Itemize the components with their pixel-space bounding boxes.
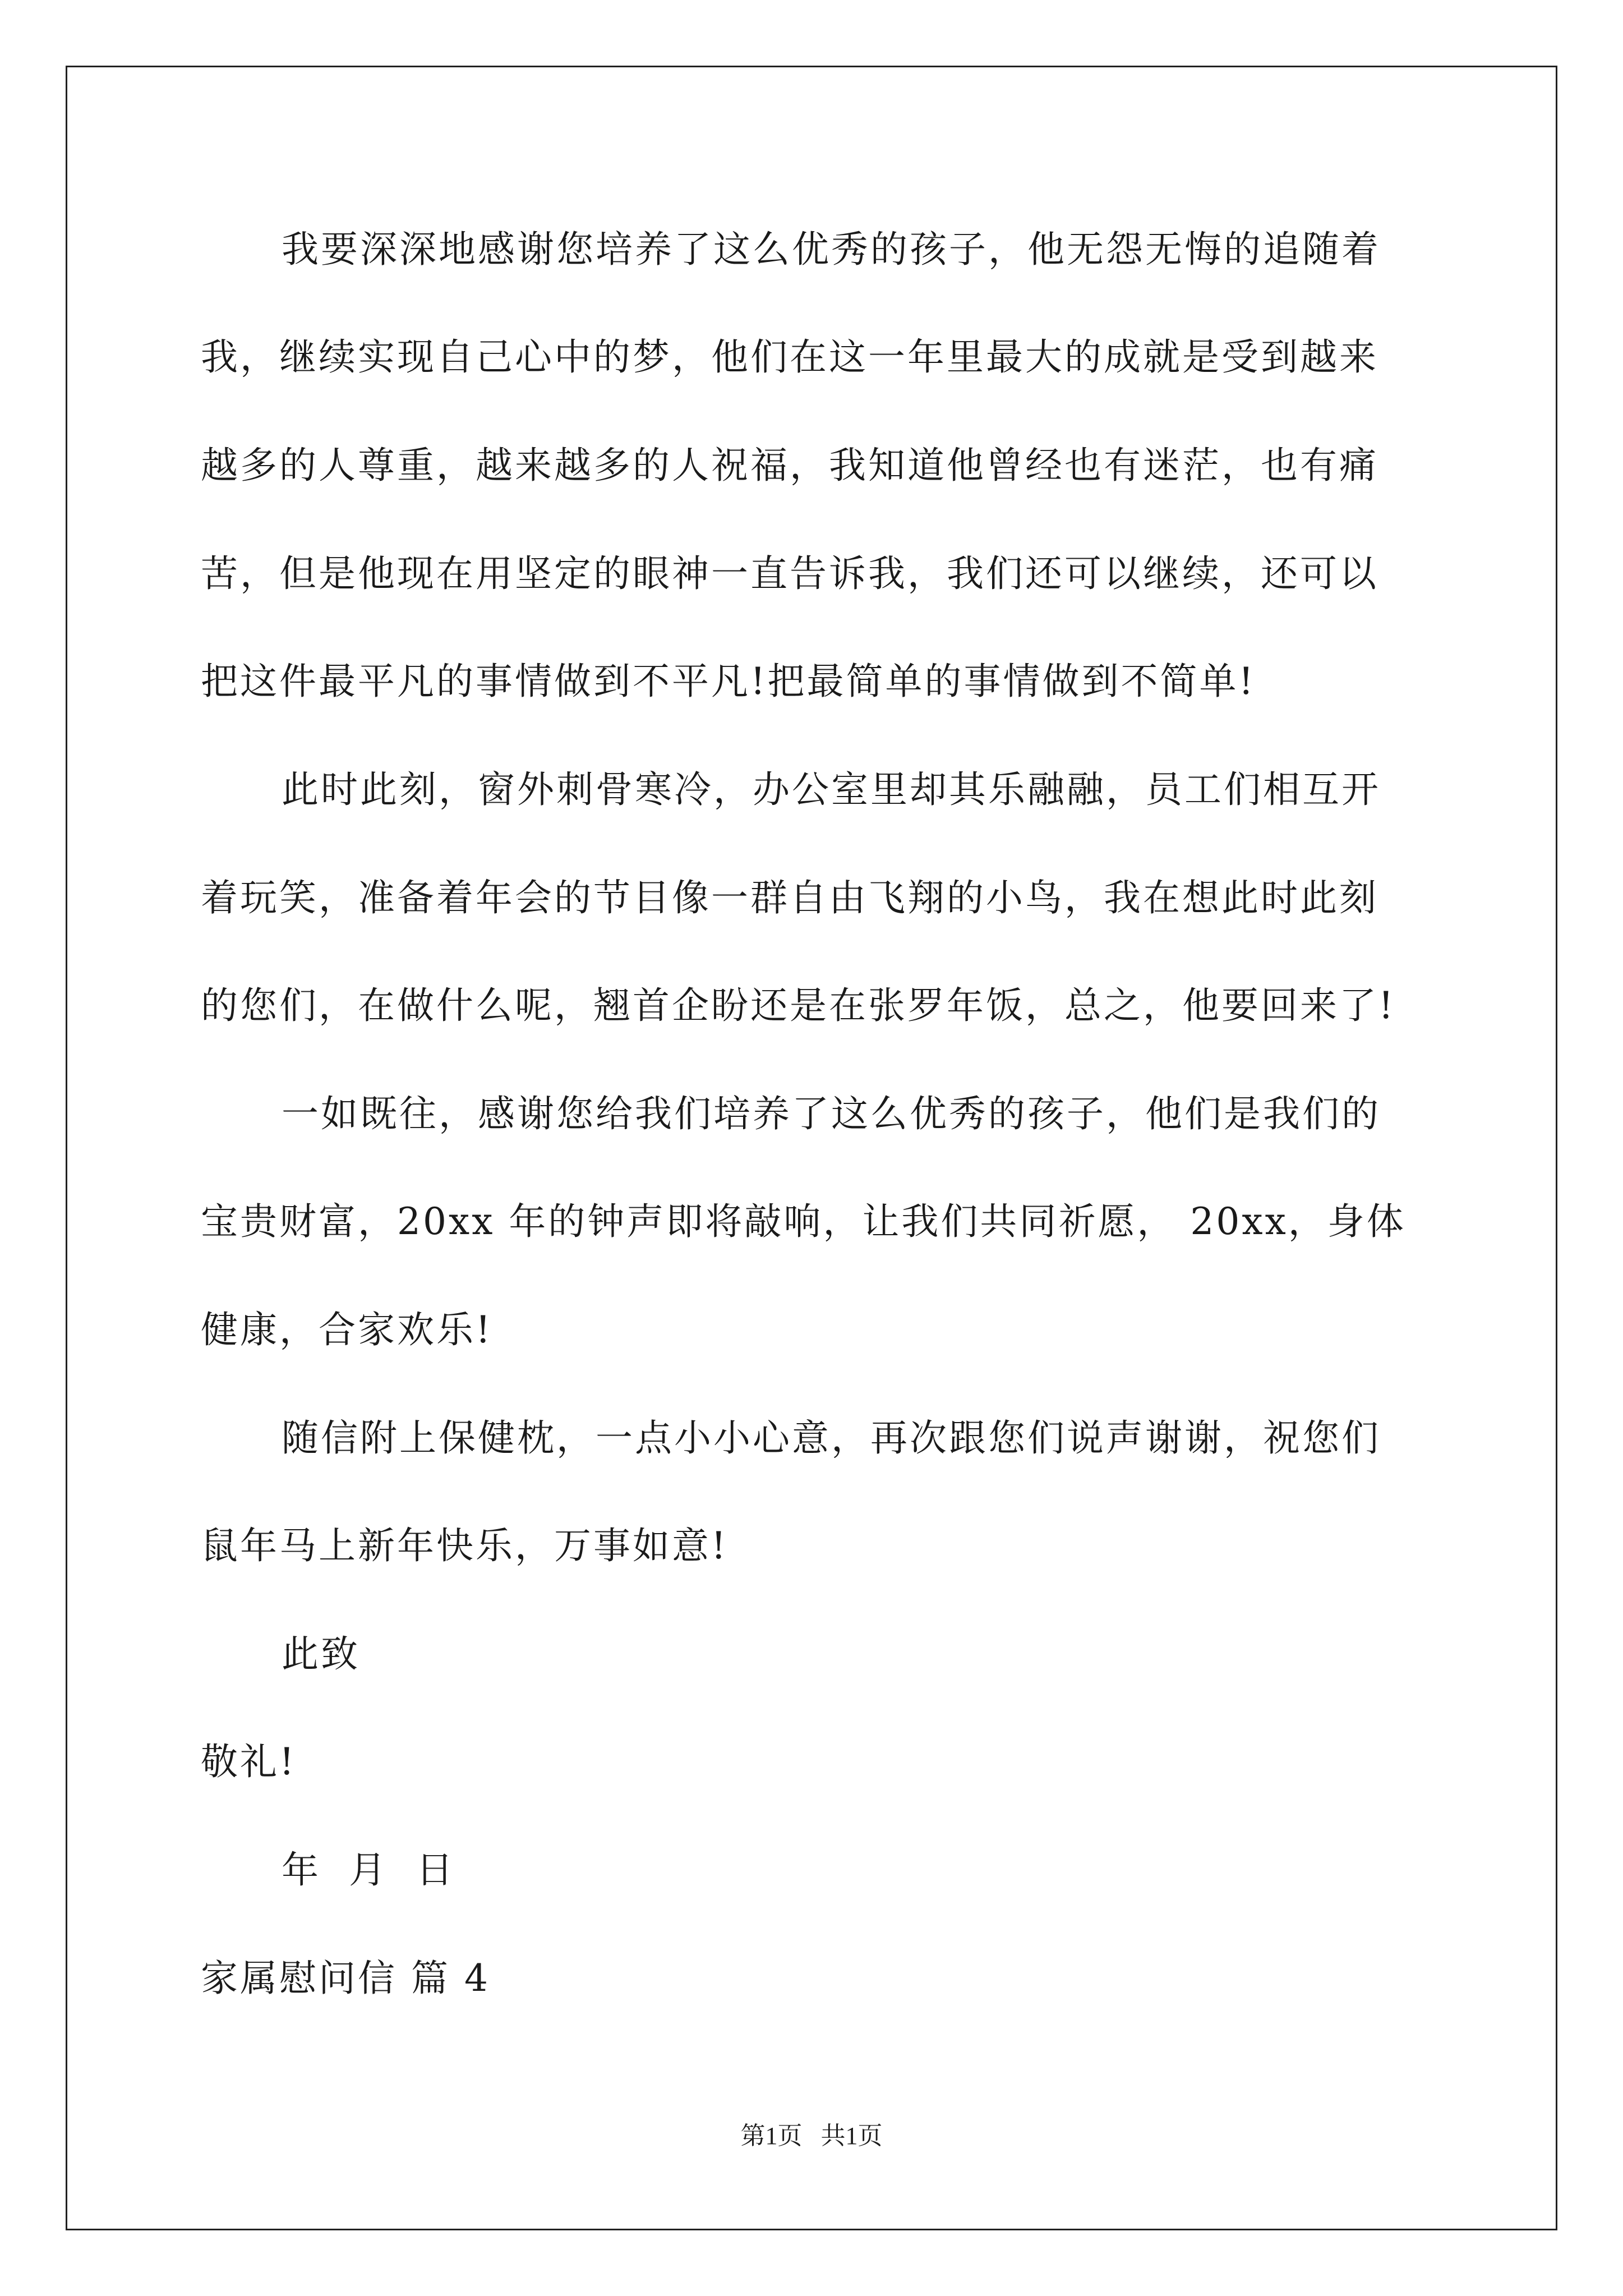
paragraph-1-line-3: 越多的人尊重，越来越多的人祝福，我知道他曾经也有迷茫，也有痛 — [201, 444, 1378, 487]
paragraph-1-line-4: 苦，但是他现在用坚定的眼神一直告诉我，我们还可以继续，还可以 — [201, 552, 1378, 595]
closing-salutation: 此致 — [282, 1632, 360, 1676]
paragraph-1-line-2: 我，继续实现自己心中的梦，他们在这一年里最大的成就是受到越来 — [201, 335, 1378, 379]
paragraph-2-line-1: 此时此刻，窗外刺骨寒冷，办公室里却其乐融融，员工们相互开 — [282, 768, 1381, 811]
paragraph-4-line-1: 随信附上保健枕，一点小小心意，再次跟您们说声谢谢，祝您们 — [282, 1416, 1381, 1460]
date-line: 年 月 日 — [282, 1848, 455, 1892]
paragraph-1-line-1: 我要深深地感谢您培养了这么优秀的孩子，他无怨无悔的追随着 — [282, 228, 1381, 271]
paragraph-3-line-1: 一如既往，感谢您给我们培养了这么优秀的孩子，他们是我们的 — [282, 1092, 1381, 1135]
paragraph-4-line-2: 鼠年马上新年快乐，万事如意! — [201, 1524, 728, 1567]
paragraph-3-line-3: 健康，合家欢乐! — [201, 1308, 493, 1351]
page-frame — [66, 66, 1557, 2230]
closing-regards: 敬礼! — [201, 1740, 297, 1783]
paragraph-2-line-3: 的您们，在做什么呢，翘首企盼还是在张罗年饭，总之，他要回来了! — [201, 984, 1396, 1027]
paragraph-2-line-2: 着玩笑，准备着年会的节目像一群自由飞翔的小鸟，我在想此时此刻 — [201, 876, 1378, 919]
paragraph-1-line-5: 把这件最平凡的事情做到不平凡!把最简单的事情做到不简单! — [201, 660, 1256, 703]
section-heading: 家属慰问信 篇 4 — [201, 1957, 490, 2000]
paragraph-3-line-2: 宝贵财富，20xx 年的钟声即将敲响，让我们共同祈愿， 20xx，身体 — [201, 1200, 1406, 1243]
page-number-footer: 第1页 共1页 — [740, 2122, 883, 2150]
